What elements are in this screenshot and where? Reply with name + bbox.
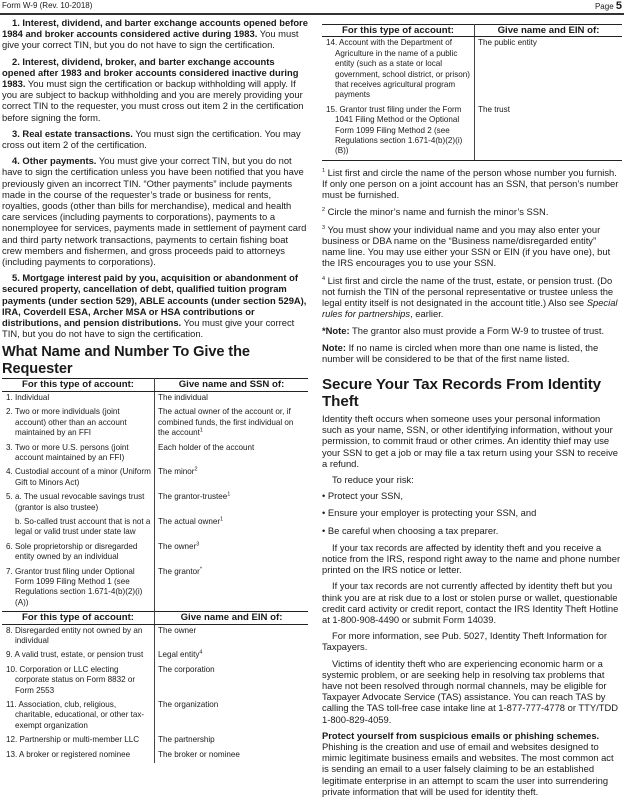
give-name-cell xyxy=(475,37,623,104)
risk-item-text: Be careful when choosing a tax preparer. xyxy=(327,524,499,536)
give-name: The partnership xyxy=(158,735,215,745)
risk-item-text: Protect your SSN, xyxy=(327,490,403,502)
give-name-cell xyxy=(155,391,309,406)
give-name: Legal entity xyxy=(158,650,200,660)
note-lead: Note: xyxy=(322,341,346,353)
paragraph-text: You must give your correct TIN, but you do not have to sign the certification unless you have been notified that you have previously given an incorrect TIN. “Other payments” include payments made in the course of the requester’s trade or business for rents, royalties, goods (other than bills for merchandise), medical and health care services (including payments to corporations), payments to a nonemployee for services, payments made in settlement of payment card and third party network transactions, payments to certain fishing boat crew members and fishermen, and gross proceeds paid to attorneys (including payments to corporations). xyxy=(2,155,307,268)
page-number xyxy=(595,0,622,12)
account-type-cell xyxy=(2,491,155,516)
instruction-paragraph xyxy=(2,128,308,150)
account-type: 7. Grantor trust filing under Optional Form 1099 Filing Method 1 (see Regulations section 1.671-4(b)(2)(i)(A)) xyxy=(6,566,143,607)
give-name: The broker or nominee xyxy=(158,749,240,759)
table-row xyxy=(2,491,308,516)
table-header xyxy=(2,379,308,391)
account-type-cell xyxy=(322,37,475,104)
account-type-cell xyxy=(2,406,155,441)
account-type: 15. Grantor trust filing under the Form 1041 Filing Method or the Optional Form 1099 Filing Method 2 (see Regulations section 1.671-4(b)(2)(i)(B)) xyxy=(326,104,463,156)
account-type-cell xyxy=(2,566,155,612)
give-name-cell xyxy=(155,406,309,441)
footnote-mark: 3 xyxy=(322,224,326,231)
note-text: If no name is circled when more than one name is listed, the number will be considered to be that of the first name listed. xyxy=(322,341,599,364)
paragraph-lead: 1. Interest, dividend, and barter exchange accounts opened before 1984 and broker accounts considered active during 1983. xyxy=(2,17,308,40)
account-type-cell xyxy=(2,699,155,734)
footnote xyxy=(322,275,622,320)
table-row xyxy=(2,566,308,612)
bullet-icon: • xyxy=(322,507,328,519)
account-type-cell xyxy=(2,624,155,649)
give-name-cell xyxy=(155,649,309,663)
column-header-account: For this type of account: xyxy=(2,612,155,624)
footnote xyxy=(322,206,622,217)
footnote-text: Circle the minor’s name and furnish the minor’s SSN. xyxy=(325,206,549,218)
give-name: The owner xyxy=(158,625,197,635)
give-name: The organization xyxy=(158,700,219,710)
footnote-ref: 1 xyxy=(227,491,231,498)
give-name-cell xyxy=(155,566,309,612)
paragraph-lead: 4. Other payments. xyxy=(12,155,97,167)
table-row xyxy=(2,406,308,441)
footnote xyxy=(322,224,622,269)
give-name-cell xyxy=(155,442,309,467)
column-header-ssn: Give name and SSN of: xyxy=(155,379,309,391)
table-row xyxy=(2,516,308,541)
give-name-cell xyxy=(155,516,309,541)
account-type: 13. A broker or registered nominee xyxy=(6,749,131,759)
account-type: 4. Custodial account of a minor (Uniform Gift to Minors Act) xyxy=(6,467,151,487)
ein-rows xyxy=(322,37,622,160)
table-row xyxy=(2,699,308,734)
account-type-cell xyxy=(2,749,155,763)
footnote-mark: 1 xyxy=(322,167,326,174)
footnote-mark: 4 xyxy=(322,275,326,282)
account-type-cell xyxy=(2,516,155,541)
column-header-ein: Give name and EIN of: xyxy=(155,612,309,624)
give-name: The owner xyxy=(158,541,197,551)
account-type: 2. Two or more individuals (joint account) other than an account maintained by an FFI xyxy=(6,407,127,438)
footnote xyxy=(322,167,622,201)
give-name-cell xyxy=(155,491,309,516)
give-name: The actual owner of the account or, if combined funds, the first individual on the account xyxy=(158,407,294,438)
account-type-cell xyxy=(2,442,155,467)
ein-table-continued xyxy=(322,24,622,161)
give-name-cell xyxy=(155,734,309,748)
form-label: Form W-9 (Rev. 10-2018) xyxy=(2,1,93,10)
give-name-cell xyxy=(155,624,309,649)
risk-item xyxy=(322,525,622,536)
risk-lead: To reduce your risk: xyxy=(332,473,414,485)
footnotes xyxy=(322,167,622,319)
instruction-paragraph xyxy=(2,272,308,339)
account-type: 1. Individual xyxy=(6,392,50,402)
account-type-cell xyxy=(2,734,155,748)
column-header-ein: Give name and EIN of: xyxy=(475,25,623,37)
phishing-text: Phishing is the creation and use of email and websites designed to mimic legitimate business emails and websites. The most common act is sending an email to a user falsely claiming to be an established legitimate enterprise in an attempt to scam the user into surrendering private information that will be used for identity theft. xyxy=(322,741,614,797)
give-name: The grantor-trustee xyxy=(158,492,228,502)
bullet-icon: • xyxy=(322,490,328,502)
footnote-ref: * xyxy=(199,565,202,572)
bullet-icon: • xyxy=(322,524,328,536)
page-label: Page xyxy=(594,2,614,11)
instruction-paragraph xyxy=(2,56,308,123)
give-name: The grantor xyxy=(158,566,200,576)
risk-list xyxy=(322,490,622,536)
risk-item-text: Ensure your employer is protecting your SSN, and xyxy=(327,507,537,519)
give-name: The public entity xyxy=(478,38,537,48)
identity-theft-paragraph: For more information, see Pub. 5027, Identity Theft Information for Taxpayers. xyxy=(322,630,607,653)
right-column xyxy=(322,24,622,802)
identity-theft-paragraphs xyxy=(322,542,622,725)
section-title-identity-theft: Secure Your Tax Records From Identity Theft xyxy=(322,375,602,410)
instruction-paragraph xyxy=(2,155,308,267)
page-header xyxy=(0,0,624,15)
paragraph-text: You must give your correct TIN, but you do not have to sign the certification. xyxy=(2,317,295,340)
footnote-text: List first and circle the name of the person whose number you furnish. If only one person on a joint account has an SSN, that person’s number must be furnished. xyxy=(322,166,619,201)
paragraph-text: You must sign the certification. You may cross out item 2 of the certification. xyxy=(2,127,301,151)
paragraph-lead: 2. Interest, dividend, broker, and barter exchange accounts opened after 1983 and broker accounts considered inactive during 1983. xyxy=(2,55,299,90)
account-type-cell xyxy=(2,649,155,663)
table-row xyxy=(2,442,308,467)
table-row xyxy=(2,734,308,748)
table-row xyxy=(322,37,622,104)
intro-paragraph: Identity theft occurs when someone uses your personal information such as your name, SSN, or other identifying information, without your permission, to commit fraud or other crimes. An identity thief may use your SSN to get a job or may file a tax return using your SSN to receive a refund. xyxy=(322,412,618,469)
give-name: The corporation xyxy=(158,664,215,674)
table-row xyxy=(2,664,308,699)
give-name: The trust xyxy=(478,104,510,114)
paragraph-lead: 5. Mortgage interest paid by you, acquisition or abandonment of secured property, cancellation of debt, qualified tuition program payments (under section 529), ABLE accounts (under section 529A), IRA, Coverdell ESA, Archer MSA or HSA contributions or distributions, and pension distributions. xyxy=(2,272,307,329)
ssn-rows xyxy=(2,391,308,611)
risk-item xyxy=(322,490,622,501)
column-header-account: For this type of account: xyxy=(322,25,475,37)
ein-rows xyxy=(2,624,308,763)
certification-instructions xyxy=(2,17,308,339)
account-type-cell xyxy=(2,466,155,491)
account-type: 6. Sole proprietorship or disregarded entity owned by an individual xyxy=(6,541,138,562)
account-type: 12. Partnership or multi-member LLC xyxy=(6,735,140,745)
section-title-name-number: What Name and Number To Give the Requester xyxy=(2,344,250,378)
give-name-cell xyxy=(155,466,309,491)
footnote-ref: 2 xyxy=(194,466,198,473)
give-name-cell xyxy=(155,664,309,699)
give-name: The actual owner xyxy=(158,516,221,526)
footnote-ref: 1 xyxy=(199,427,203,434)
account-type-cell xyxy=(2,391,155,406)
account-type: b. So-called trust account that is not a legal or valid trust under state law xyxy=(15,516,151,537)
table-header xyxy=(2,612,308,624)
note xyxy=(322,342,622,364)
note-lead: *Note: xyxy=(322,325,350,337)
table-row xyxy=(2,466,308,491)
ssn-ein-table xyxy=(2,378,308,763)
identity-theft-paragraph: If your tax records are affected by identity theft and you receive a notice from the IRS, respond right away to the name and phone number printed on the IRS notice or letter. xyxy=(322,541,621,576)
footnote-ref: 4 xyxy=(199,649,203,656)
footnote-ref: 1 xyxy=(220,516,224,523)
footnote-text: You must show your individual name and you may also enter your business or DBA name on the “Business name/disregarded entity” name line. You may use either your SSN or EIN (if you have one), but the IRS encourages you to use your SSN. xyxy=(322,223,611,269)
note xyxy=(322,325,622,336)
footnote-text: List first and circle the name of the trust, estate, or pension trust. (Do not furnish the TIN of the personal representative or trustee unless the legal entity itself is not designated in the account title.) Also see xyxy=(322,274,614,308)
give-name-cell xyxy=(155,749,309,763)
footnote-mark: 2 xyxy=(322,207,326,214)
footnote-text: , earlier. xyxy=(410,308,444,320)
notes xyxy=(322,325,622,364)
table-header xyxy=(322,25,622,37)
footnote-ref: 3 xyxy=(196,541,200,548)
paragraph-text: You must sign the certification or backup withholding will apply. If you are subject to backup withholding and you are merely providing your correct TIN to the requester, you must cross out item 2 in the certification before signing the form. xyxy=(2,78,304,123)
account-type: 8. Disregarded entity not owned by an individual xyxy=(6,625,143,646)
account-type: 11. Association, club, religious, charitable, educational, or other tax-exempt organization xyxy=(6,700,145,730)
account-type-cell xyxy=(2,541,155,566)
give-name: Each holder of the account xyxy=(158,442,255,452)
table-row xyxy=(2,624,308,649)
give-name-cell xyxy=(155,541,309,566)
account-type: 14. Account with the Department of Agriculture in the name of a public entity (such as a state or local government, school district, or prison) that receives agricultural program payments xyxy=(326,38,470,100)
account-type: 9. A valid trust, estate, or pension trust xyxy=(6,650,144,660)
table-row xyxy=(2,391,308,406)
account-type: 5. a. The usual revocable savings trust (grantor is also trustee) xyxy=(6,492,145,512)
footnote-italic: Special rules for partnerships xyxy=(322,296,618,320)
risk-item xyxy=(322,507,622,518)
give-name: The individual xyxy=(158,392,208,402)
give-name-cell xyxy=(155,699,309,734)
account-type: 3. Two or more U.S. persons (joint account maintained by an FFI) xyxy=(6,442,129,462)
identity-theft-paragraph: Victims of identity theft who are experiencing economic harm or a systemic problem, or are seeking help in resolving tax problems that have not been resolved through normal channels, may be eligible for Taxpayer Advocate Service (TAS) assistance. You can reach TAS by calling the TAS toll-free case intake line at 1-877-777-4778 or TTY/TDD 1-800-829-4059. xyxy=(322,657,618,725)
account-type-cell xyxy=(322,104,475,161)
phishing-paragraph xyxy=(322,730,622,797)
table-row xyxy=(2,649,308,663)
paragraph-lead: 3. Real estate transactions. xyxy=(12,127,133,139)
note-text: The grantor also must provide a Form W-9 to trustee of trust. xyxy=(349,325,605,337)
give-name: The minor xyxy=(158,467,195,477)
table-row xyxy=(2,749,308,763)
account-type-cell xyxy=(2,664,155,699)
table-row xyxy=(2,541,308,566)
left-column xyxy=(2,17,308,763)
paragraph-text: You must give your correct TIN, but you do not have to sign the certification. xyxy=(2,28,299,51)
phishing-lead: Protect yourself from suspicious emails or phishing schemes. xyxy=(322,729,600,741)
identity-theft-paragraph: If your tax records are not currently affected by identity theft but you think you are at risk due to a lost or stolen purse or wallet, questionable credit card activity or credit report, contact the IRS Identity Theft Hotline at 1-800-908-4490 or submit Form 14039. xyxy=(322,580,619,625)
table-row xyxy=(322,104,622,161)
instruction-paragraph xyxy=(2,17,308,51)
page-number-value: 5 xyxy=(615,0,622,12)
column-header-account: For this type of account: xyxy=(2,379,155,391)
account-type: 10. Corporation or LLC electing corporate status on Form 8832 or Form 2553 xyxy=(6,664,136,695)
give-name-cell xyxy=(475,104,623,161)
